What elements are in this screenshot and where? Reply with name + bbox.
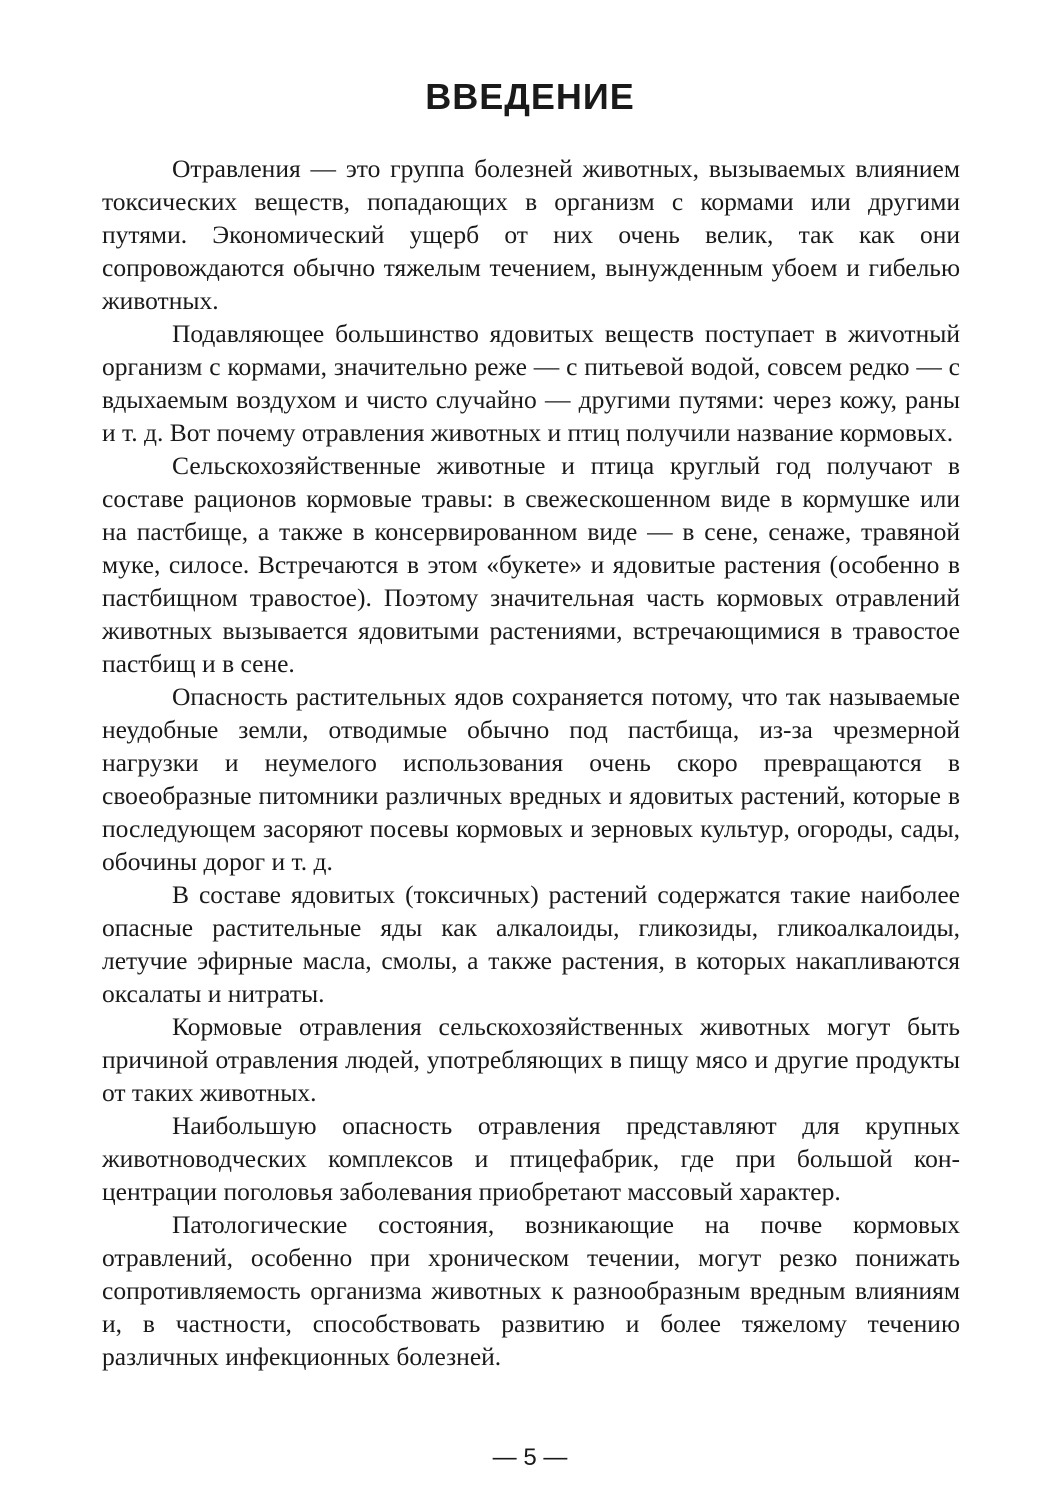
paragraph-8: Патологические состояния, возникающие на почве кормовых отравлений, особенно при хроническом течении, могут резко понижать сопротивляемость организма животных к разнообразным вредным влияниям и, в частности, способствовать развитию и более тяжелому течению различных инфекционных болезней.: [102, 1210, 960, 1371]
paragraph-4: Опасность растительных ядов сохраняется потому, что так называемые неудобные земли, отводимые обычно под пастбища, из-за чрезмерной нагрузки и неумелого использования очень скоро превращаются в своеобразные питомники различных вредных и ядовитых растений, которые в последующем засоряют посевы кормовых и зерновых культур, огороды, сады, обочины дорог и т. д.: [102, 682, 960, 876]
paragraph-6: Кормовые отравления сельскохозяйственных животных могут быть причиной отравления людей, употребляющих в пищу мясо и другие продукты от таких животных.: [102, 1012, 960, 1107]
paragraph-3: Сельскохозяйственные животные и птица круглый год получают в составе рационов кормовые травы: в свежескошенном виде в кормушке или на пастбище, а также в консервированном виде — в сене, сенаже, травяной муке, силосе. Встречаются в этом «букете» и ядовитые растения (особенно в пастбищном травостое). Поэтому значительная часть кормовых отравлений животных вызывается ядовитыми растениями, встречающимися в травостое пастбищ и в сене.: [102, 451, 960, 678]
paragraph-7: Наибольшую опасность отравления представляют для крупных животноводческих комплексов и птицефабрик, где при большой концентрации поголовья заболевания приобретают массовый характер.: [102, 1111, 960, 1206]
paragraph-2: Подавляющее большинство ядовитых веществ поступает в жиvотный организм с кормами, значительно реже — с питьевой водой, совсем редко — с вдыхаемым воздухом и чисто случайно — другими путями: через кожу, раны и т. д. Вот почему отравления животных и птиц получили название кормовых.: [102, 319, 960, 447]
paragraph-1: Отравления — это группа болезней животных, вызываемых влиянием токсических веществ, попадающих в организм с кормами или другими путями. Экономический ущерб от них очень велик, так как они сопровождаются обычно тяжелым течением, вынужденным убоем и гибелью животных.: [102, 154, 960, 315]
paragraph-5: В составе ядовитых (токсичных) растений содержатся такие наиболее опасные растительные яды как алкалоиды, гликозиды, гликоалкалоиды, летучие эфирные масла, смолы, а также растения, в которых накапливаются оксалаты и нитраты.: [102, 880, 960, 1008]
page-number: — 5 —: [492, 1444, 568, 1471]
page-title: ВВЕДЕНИЕ: [425, 76, 635, 117]
body-text: [102, 152, 960, 1373]
